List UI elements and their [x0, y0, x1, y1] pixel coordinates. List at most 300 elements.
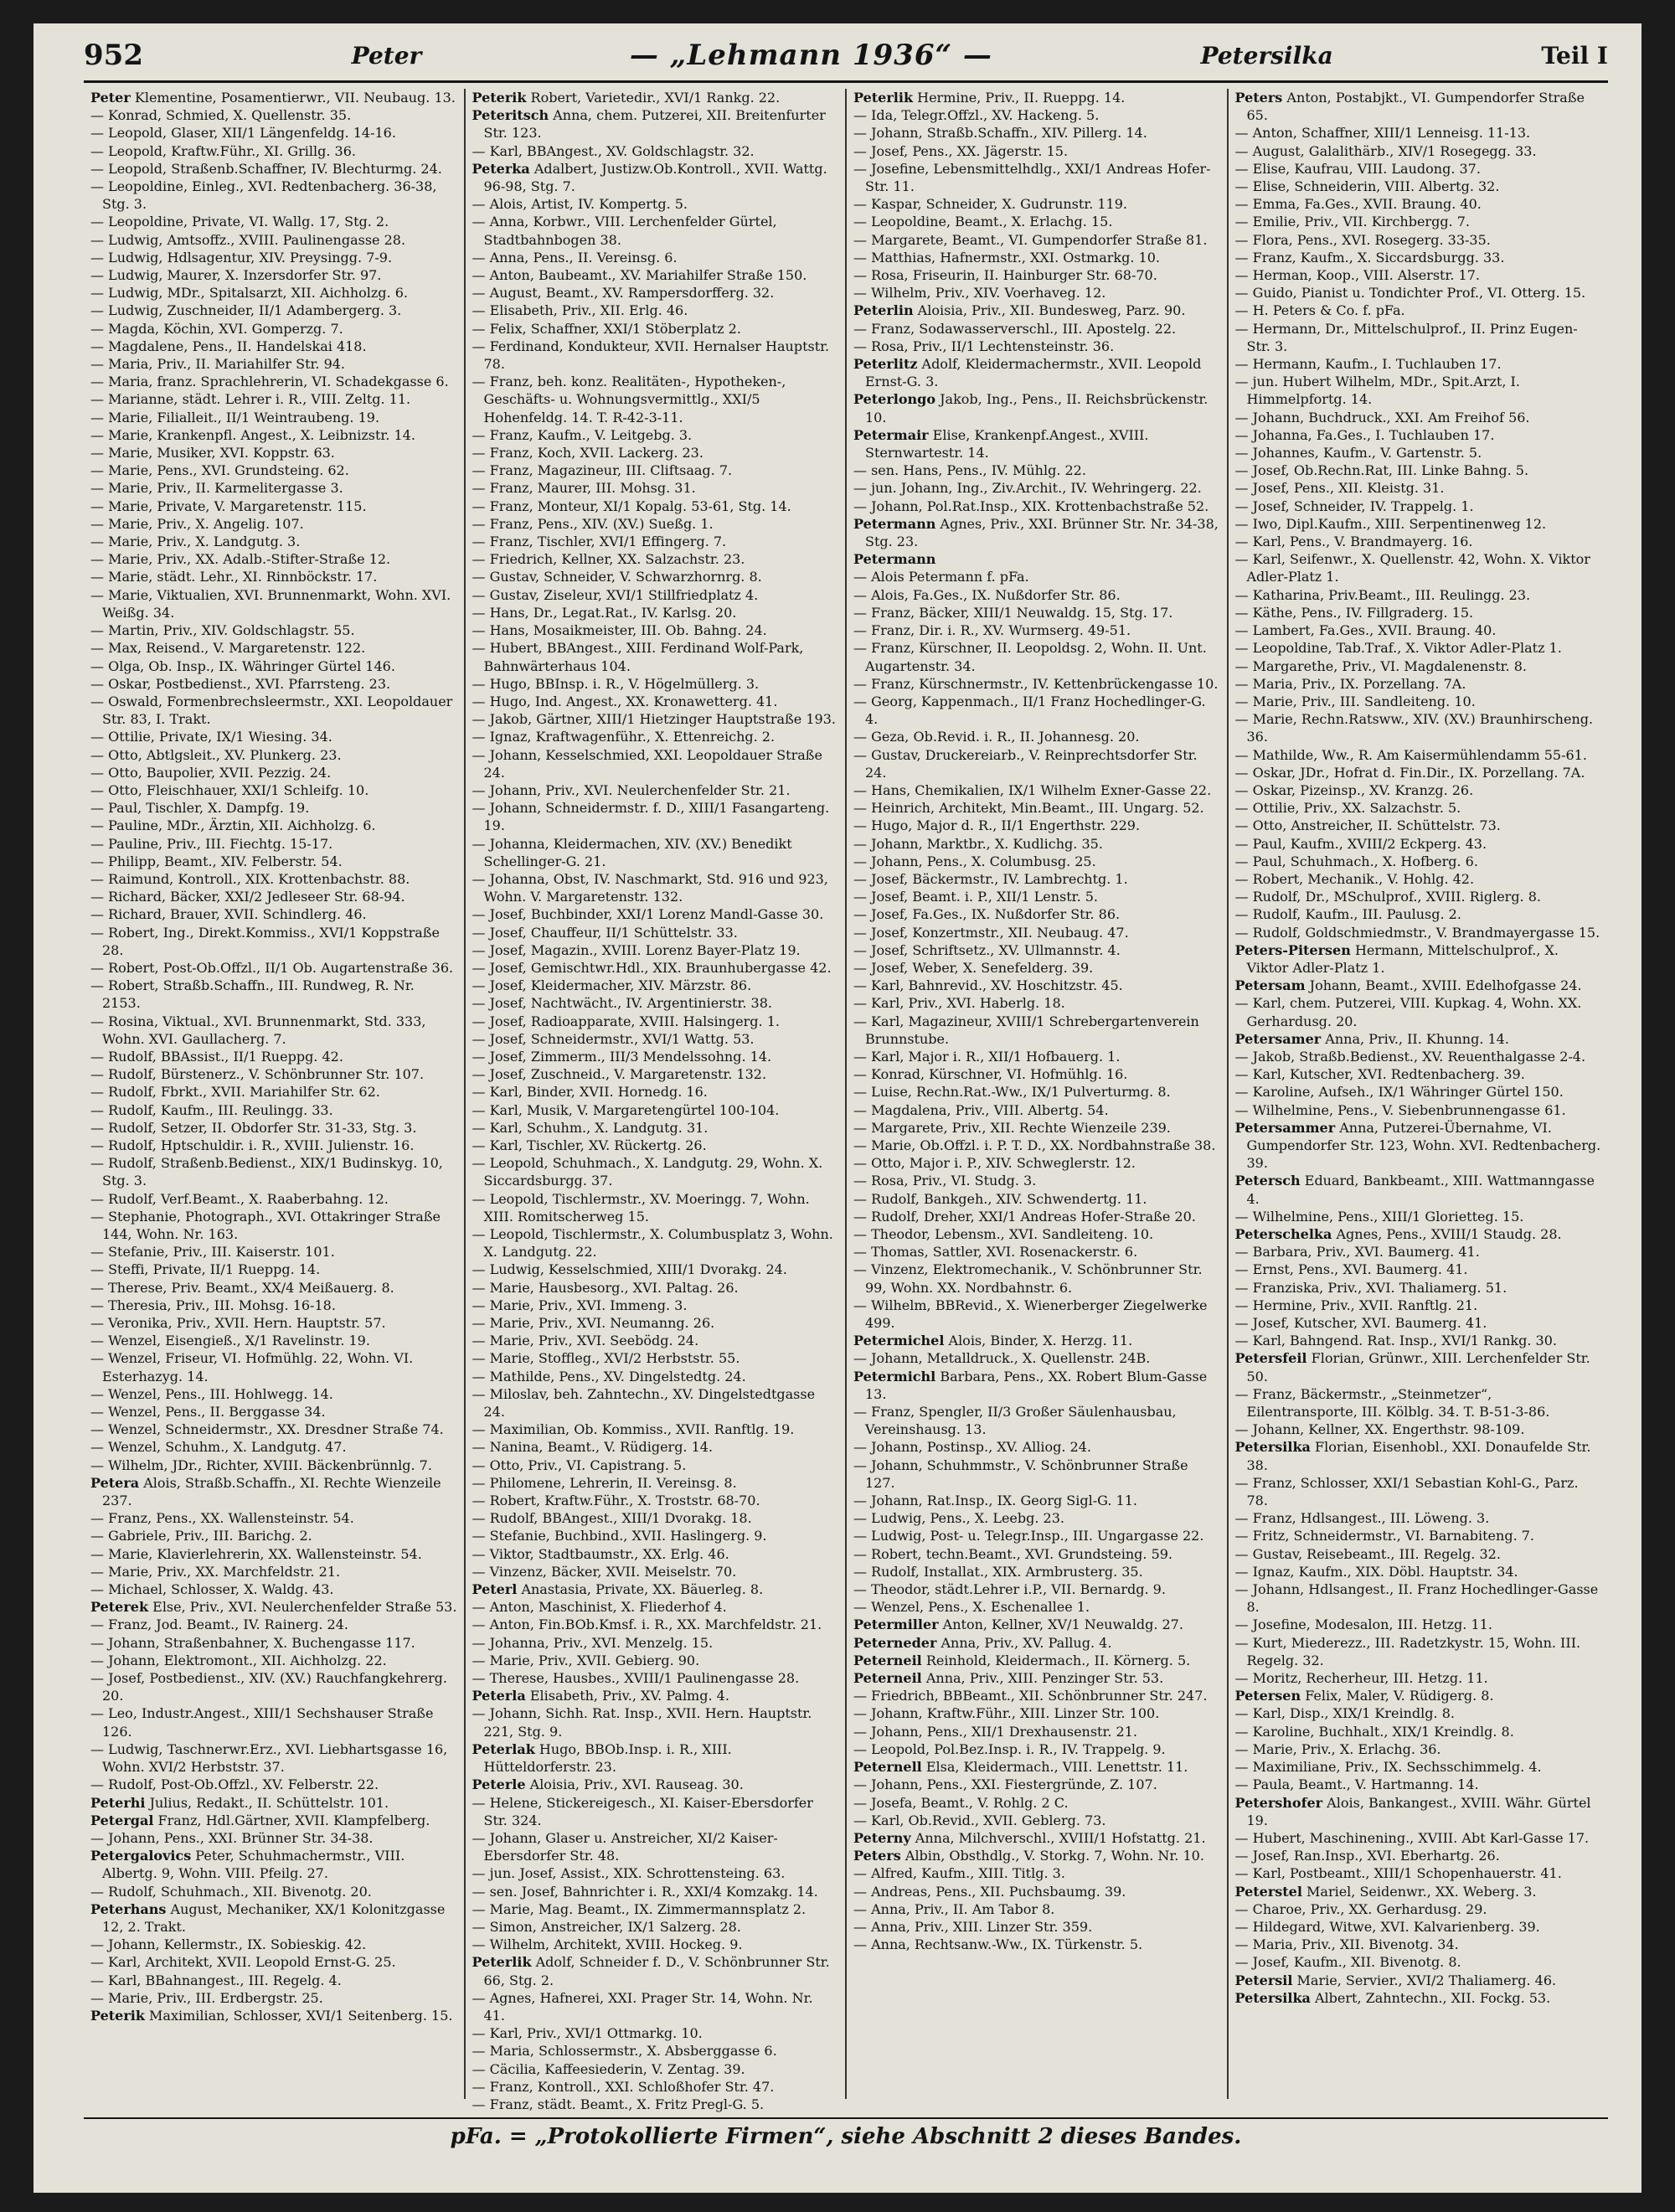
directory-entry: — Franz, Schlosser, XXI/1 Sebastian Kohl-G., Parz. 78. [1234, 1474, 1579, 1509]
directory-entry: — Josef, Postbedienst., XIV. (XV.) Rauchfangkehrerg. 20. [90, 1670, 448, 1704]
publication-title: — „Lehmann 1936“ — [629, 39, 992, 72]
directory-entry: — Fritz, Schneidermstr., VI. Barnabiteng. 7. [1234, 1528, 1534, 1544]
directory-entry: — Franz, Kaufm., X. Siccardsburgg. 33. [1234, 249, 1505, 266]
directory-entry: — Steffi, Private, II/1 Rueppg. 14. [90, 1261, 321, 1278]
directory-entry: Peterlin Aloisia, Priv., XII. Bundesweg, Parz. 90. [853, 302, 1186, 319]
directory-entry: — Wenzel, Eisengieß., X/1 Ravelinstr. 19. [90, 1333, 370, 1349]
directory-entry: Peterla Elisabeth, Priv., XV. Palmg. 4. [472, 1688, 729, 1704]
directory-entry: — Theresia, Priv., III. Mohsg. 16-18. [90, 1297, 336, 1313]
directory-entry: — Otto, Abtlgsleit., XV. Plunkerg. 23. [90, 746, 342, 763]
directory-entry: Peterlik Adolf, Schneider f. D., V. Schönbrunner Str. 66, Stg. 2. [472, 1954, 830, 1988]
directory-entry: — Veronika, Priv., XVII. Hern. Hauptstr. 57. [90, 1315, 386, 1332]
directory-entry: — Josefine, Modesalon, III. Hetzg. 11. [1234, 1616, 1492, 1633]
directory-entry: — Rudolf, Installat., XIX. Armbrusterg. 35. [853, 1563, 1143, 1580]
directory-entry: Petermann Agnes, Priv., XXI. Brünner Str. Nr. 34-38, Stg. 23. [853, 515, 1219, 550]
directory-entry: — Hermann, Kaufm., I. Tuchlauben 17. [1234, 356, 1502, 373]
directory-entry: — Flora, Pens., XVI. Rosegerg. 33-35. [1234, 231, 1491, 248]
directory-entry: — Barbara, Priv., XVI. Baumerg. 41. [1234, 1244, 1480, 1261]
directory-entry: — Robert, Post-Ob.Offzl., II/1 Ob. Augartenstraße 36. [90, 959, 454, 976]
directory-entry: — Franz, Kaufm., V. Leitgebg. 3. [472, 426, 693, 443]
header-rule [84, 80, 1608, 83]
directory-entry: — Josef, Schneidermstr., XVI/1 Wattg. 53. [472, 1030, 755, 1047]
directory-entry: — Robert, techn.Beamt., XVI. Grundsteing. 59. [853, 1545, 1173, 1562]
directory-entry: — Nanina, Beamt., V. Rüdigerg. 14. [472, 1439, 714, 1456]
directory-entry: — Marie, Priv., X. Erlachg. 36. [1234, 1740, 1441, 1757]
directory-entry: Petermiller Anton, Kellner, XV/1 Neuwaldg. 27. [853, 1616, 1183, 1633]
directory-entry: — Karl, Priv., XVI/1 Ottmarkg. 10. [472, 2025, 703, 2042]
directory-entry: — Marie, Priv., II. Karmelitergasse 3. [90, 480, 343, 497]
directory-entry: — Leopold, Straßenb.Schaffner, IV. Blechturmg. 24. [90, 160, 442, 177]
directory-entry: — Anton, Maschinist, X. Fliederhof 4. [472, 1599, 727, 1616]
directory-entry: Peterlak Hugo, BBOb.Insp. i. R., XIII. Hütteldorferstr. 23. [472, 1740, 732, 1776]
directory-entry: — Vinzenz, Bäcker, XVII. Meiselstr. 70. [472, 1563, 737, 1580]
directory-entry: — Franz, Monteur, XI/1 Kopalg. 53-61, Stg. 14. [472, 498, 791, 514]
directory-entry: — Maximiliane, Priv., IX. Sechsschimmelg. 4. [1234, 1759, 1542, 1776]
directory-entry: — Charoe, Priv., XX. Gerhardusg. 29. [1234, 1900, 1487, 1917]
directory-entry: — Johanna, Fa.Ges., I. Tuchlauben 17. [1234, 426, 1495, 443]
directory-entry: — Marie, Priv., III. Sandleiteng. 10. [1234, 693, 1476, 709]
directory-entry: — sen. Hans, Pens., IV. Mühlg. 22. [853, 462, 1086, 479]
directory-entry: — Ludwig, Hdlsagentur, XIV. Preysingg. 7-9. [90, 249, 393, 266]
directory-entry: — Magda, Köchin, XVI. Gomperzg. 7. [90, 320, 343, 337]
directory-entry: Peters Anton, Postabjkt., VI. Gumpendorfer Straße 65. [1234, 90, 1585, 124]
directory-entry: — Franz, Bäcker, XIII/1 Neuwaldg. 15, Stg. 17. [853, 604, 1173, 621]
directory-entry: — Marie, Priv., X. Angelig. 107. [90, 515, 304, 532]
directory-entry: Peterneil Reinhold, Kleidermach., II. Körnerg. 5. [853, 1652, 1191, 1668]
directory-entry: — August, Beamt., XV. Rampersdorfferg. 32. [472, 285, 775, 302]
directory-entry: — Rosa, Priv., II/1 Lechtensteinstr. 36. [853, 338, 1115, 354]
directory-entry: — Josef, Pens., XX. Jägerstr. 15. [853, 142, 1069, 159]
directory-entry: Peterik Robert, Varietedir., XVI/1 Rankg. 22. [472, 90, 781, 106]
directory-entry: — Leopoldine, Beamt., X. Erlachg. 15. [853, 214, 1113, 230]
directory-entry: — Rudolf, Dr., MSchulprof., XVIII. Riglerg. 8. [1234, 889, 1541, 905]
directory-entry: — Robert, Ing., Direkt.Kommiss., XVI/1 Koppstraße 28. [90, 924, 440, 958]
directory-entry: — Marie, Musiker, XVI. Koppstr. 63. [90, 445, 335, 461]
directory-entry: — Marie, Pens., XVI. Grundsteing. 62. [90, 462, 349, 479]
directory-entry: — Michael, Schlosser, X. Waldg. 43. [90, 1581, 334, 1598]
directory-entry: Peternell Elsa, Kleidermach., VIII. Lenettstr. 11. [853, 1759, 1188, 1776]
directory-entry: — Josef, Chauffeur, II/1 Schüttelstr. 33. [472, 924, 738, 941]
directory-entry: — Rudolf, Bankgeh., XIV. Schwendertg. 11. [853, 1190, 1147, 1207]
directory-entry: — Rudolf, Goldschmiedmstr., V. Brandmayergasse 15. [1234, 924, 1600, 941]
directory-entry: — Anton, Schaffner, XIII/1 Lenneisg. 11-13. [1234, 125, 1531, 142]
directory-entry: — Max, Reisend., V. Margaretenstr. 122. [90, 640, 366, 657]
directory-entry: — Martin, Priv., XIV. Goldschlagstr. 55. [90, 622, 355, 639]
directory-entry: — Marie, Priv., XVI. Immeng. 3. [472, 1297, 688, 1313]
directory-entry: — Moritz, Recherheur, III. Hetzg. 11. [1234, 1670, 1488, 1687]
directory-entry: — Alois, Fa.Ges., IX. Nußdorfer Str. 86. [853, 586, 1121, 603]
directory-entry: — Robert, Straßb.Schaffn., III. Rundweg, R. Nr. 2153. [90, 977, 415, 1012]
directory-entry: — Käthe, Pens., IV. Fillgraderg. 15. [1234, 604, 1474, 621]
directory-entry: Petershofer Alois, Bankangest., XVIII. Währ. Gürtel 19. [1234, 1794, 1591, 1828]
directory-entry: — Oskar, Postbedienst., XVI. Pfarrsteng. 23. [90, 675, 391, 692]
directory-entry: Petermair Elise, Krankenpf.Angest., XVIII. Sternwartestr. 14. [853, 426, 1149, 461]
directory-entry: — Johann, Straßenbahner, X. Buchengasse 117. [90, 1634, 415, 1651]
directory-entry: — Alfred, Kaufm., XIII. Titlg. 3. [853, 1865, 1065, 1882]
directory-entry: — Johann, Pol.Rat.Insp., XIX. Krottenbachstraße 52. [853, 498, 1209, 514]
directory-entry: — Viktor, Stadtbaumstr., XX. Erlg. 46. [472, 1545, 729, 1562]
directory-entry: — Franz, beh. konz. Realitäten-, Hypotheken-, Geschäfts- u. Wohnungsvermittlg., XXI/5 Hohenfeldg. 14. T. R-42-3-11. [472, 374, 786, 425]
directory-entry: — Marie, Priv., X. Landgutg. 3. [90, 534, 301, 550]
directory-entry: Petersamer Anna, Priv., II. Khunng. 14. [1234, 1030, 1509, 1047]
directory-entry: — Franz, Bäckermstr., „Steinmetzer“, Eilentransporte, III. Kölblg. 34. T. B-51-3-86. [1234, 1385, 1550, 1421]
directory-entry: — Marie, Private, V. Margaretenstr. 115. [90, 498, 367, 514]
directory-entry: — Josef, Nachtwächt., IV. Argentinierstr. 38. [472, 995, 772, 1012]
directory-entry: Peterik Maximilian, Schlosser, XVI/1 Seitenberg. 15. [90, 2007, 453, 2024]
directory-entry: Petersammer Anna, Putzerei-Übernahme, VI. Gumpendorfer Str. 123, Wohn. XVI. Redtenbacherg. 39. [1234, 1119, 1601, 1172]
directory-entry: — Josef, Konzertmstr., XII. Neubaug. 47. [853, 924, 1129, 941]
directory-entry: — Marie, Klavierlehrerin, XX. Wallensteinstr. 54. [90, 1545, 422, 1562]
directory-entry: — Therese, Priv. Beamt., XX/4 Meißauerg. 8. [90, 1279, 394, 1296]
directory-entry: — Maria, franz. Sprachlehrerin, VI. Schadekgasse 6. [90, 374, 449, 390]
directory-entry: — Leopold, Glaser, XII/1 Längenfeldg. 14-16. [90, 125, 396, 142]
directory-entry: — Magdalene, Pens., II. Handelskai 418. [90, 338, 367, 354]
directory-entry: — Cäcilia, Kaffeesiederin, V. Zentag. 39. [472, 2060, 745, 2077]
directory-entry: — Johann, Sichh. Rat. Insp., XVII. Hern. Hauptstr. 221, Stg. 9. [472, 1705, 812, 1740]
directory-entry: Peterle Aloisia, Priv., XVI. Rauseag. 30. [472, 1776, 744, 1793]
directory-entry: Peterlitz Adolf, Kleidermachermstr., XVII. Leopold Ernst-G. 3. [853, 356, 1202, 390]
directory-entry: — Pauline, MDr., Ärztin, XII. Aichholzg. 6. [90, 817, 376, 834]
footer-note: pFa. = „Protokollierte Firmen“, siehe Abschnitt 2 dieses Bandes. [84, 2117, 1608, 2158]
directory-entry: — Johann, Pens., X. Columbusg. 25. [853, 853, 1096, 869]
directory-entry: — Rudolf, Hptschuldir. i. R., XVIII. Julienstr. 16. [90, 1137, 415, 1153]
directory-entry: — Josef, Fa.Ges., IX. Nußdorfer Str. 86. [853, 906, 1121, 923]
directory-entry: — Franz, Kürschnermstr., IV. Kettenbrückengasse 10. [853, 675, 1219, 692]
directory-entry: — Simon, Anstreicher, IX/1 Salzerg. 28. [472, 1918, 741, 1935]
directory-entry: — Franz, städt. Beamt., X. Fritz Pregl-G. 5. [472, 2096, 765, 2112]
directory-entry: — Marie, Priv., XVI. Neumanng. 26. [472, 1315, 715, 1332]
directory-entry: — Hermine, Priv., XVII. Ranftlg. 21. [1234, 1297, 1478, 1313]
directory-entry: — Josef, Magazin., XVIII. Lorenz Bayer-Platz 19. [472, 941, 801, 958]
directory-entry: — Gustav, Reisebeamt., III. Regelg. 32. [1234, 1545, 1501, 1562]
directory-entry: Peterstel Mariel, Seidenwr., XX. Weberg. 3. [1234, 1883, 1537, 1900]
directory-entry: — Elisabeth, Priv., XII. Erlg. 46. [472, 302, 688, 319]
directory-entry: — Leopoldine, Private, VI. Wallg. 17, Stg. 2. [90, 214, 389, 230]
directory-entry: Peters Albin, Obsthdlg., V. Storkg. 7, Wohn. Nr. 10. [853, 1848, 1204, 1864]
directory-entry: — Felix, Schaffner, XXI/1 Stöberplatz 2. [472, 320, 741, 337]
directory-entry: — Gustav, Ziseleur, XVI/1 Stillfriedplatz 4. [472, 586, 759, 603]
directory-entry: — Wilhelm, BBRevid., X. Wienerberger Ziegelwerke 499. [853, 1297, 1208, 1332]
directory-entry: — Leo, Industr.Angest., XIII/1 Sechshauser Straße 126. [90, 1705, 434, 1740]
directory-entry: Petersch Eduard, Bankbeamt., XIII. Wattmanngasse 4. [1234, 1173, 1595, 1207]
directory-entry: — Johann, Metalldruck., X. Quellenstr. 24B. [853, 1350, 1151, 1367]
directory-entry: — Philomene, Lehrerin, II. Vereinsg. 8. [472, 1474, 737, 1491]
directory-entry: — Josef, Schriftsetz., XV. Ullmannstr. 4. [853, 941, 1121, 958]
directory-entry: — Hans, Mosaikmeister, III. Ob. Bahng. 24. [472, 622, 767, 639]
directory-entry: — Marianne, städt. Lehrer i. R., VIII. Zeltg. 11. [90, 391, 411, 408]
directory-entry: — Rosina, Viktual., XVI. Brunnenmarkt, Std. 333, Wohn. XVI. Gaullacherg. 7. [90, 1013, 426, 1047]
directory-entry: Peterny Anna, Milchverschl., XVIII/1 Hofstattg. 21. [853, 1829, 1206, 1846]
directory-entry: — Paul, Schuhmach., X. Hofberg. 6. [1234, 853, 1478, 869]
directory-entry: — Rudolf, Setzer, II. Obdorfer Str. 31-33, Stg. 3. [90, 1119, 417, 1136]
directory-entry: — Oskar, Pizeinsp., XV. Kranzg. 26. [1234, 781, 1474, 798]
directory-entry: — August, Galalithärb., XIV/1 Rosegegg. 33. [1234, 142, 1537, 159]
directory-entry: — jun. Hubert Wilhelm, MDr., Spit.Arzt, I. Himmelpfortg. 14. [1234, 374, 1520, 408]
directory-entry: — Franz, Tischler, XVI/1 Effingerg. 7. [472, 534, 727, 550]
directory-entry: — Karl, BBAngest., XV. Goldschlagstr. 32. [472, 142, 755, 159]
directory-entry: Petersil Marie, Servier., XVI/2 Thaliamerg. 46. [1234, 1972, 1557, 1988]
directory-entry: — Karl, BBahnangest., III. Regelg. 4. [90, 1972, 342, 1988]
directory-entry: — Iwo, Dipl.Kaufm., XIII. Serpentinenweg 12. [1234, 515, 1547, 532]
directory-entry: — Ludwig, Kesselschmied, XIII/1 Dvorakg. 24. [472, 1261, 787, 1278]
directory-entry: Petersfeil Florian, Grünwr., XIII. Lerchenfelder Str. 50. [1234, 1350, 1590, 1384]
directory-entry: — Josef, Kleidermacher, XIV. Märzstr. 86. [472, 977, 752, 994]
directory-entry: — Hermann, Dr., Mittelschulprof., II. Prinz Eugen-Str. 3. [1234, 320, 1578, 354]
directory-entry: — Emilie, Priv., VII. Kirchbergg. 7. [1234, 214, 1470, 230]
directory-entry: — Josef, Buchbinder, XXI/1 Lorenz Mandl-Gasse 30. [472, 906, 824, 923]
directory-entry: Peterek Else, Priv., XVI. Neulerchenfelder Straße 53. [90, 1599, 457, 1616]
directory-entry: — Franz, Sodawasserverschl., III. Apostelg. 22. [853, 320, 1177, 337]
directory-entry: — Paula, Beamt., V. Hartmanng. 14. [1234, 1776, 1479, 1793]
directory-entry: — Philipp, Beamt., XIV. Felberstr. 54. [90, 853, 343, 869]
directory-entry: — Rudolf, Kaufm., III. Reulingg. 33. [90, 1101, 333, 1118]
directory-entry: — Jakob, Straßb.Bedienst., XV. Reuenthalgasse 2-4. [1234, 1048, 1586, 1065]
directory-entry: Peterlongo Jakob, Ing., Pens., II. Reichsbrückenstr. 10. [853, 391, 1209, 425]
directory-entry: — Margarete, Beamt., VI. Gumpendorfer Straße 81. [853, 231, 1208, 248]
directory-entry: Peterka Adalbert, Justizw.Ob.Kontroll., XVII. Wattg. 96-98, Stg. 7. [472, 160, 827, 195]
directory-entry: Peterl Anastasia, Private, XX. Bäuerleg. 8. [472, 1581, 764, 1598]
directory-entry: — Marie, Mag. Beamt., IX. Zimmermannsplatz 2. [472, 1900, 807, 1917]
directory-entry: — Wenzel, Pens., III. Hohlwegg. 14. [90, 1385, 333, 1402]
directory-entry: — Gustav, Druckereiarb., V. Reinprechtsdorfer Str. 24. [853, 746, 1198, 781]
directory-entry: — Wilhelmine, Pens., V. Siebenbrunnengasse 61. [1234, 1101, 1566, 1118]
directory-entry: — Wenzel, Schuhm., X. Landgutg. 47. [90, 1439, 347, 1456]
directory-entry: — Vinzenz, Elektromechanik., V. Schönbrunner Str. 99, Wohn. XX. Nordbahnstr. 6. [853, 1261, 1203, 1296]
directory-entry: — Franz, Pens., XX. Wallensteinstr. 54. [90, 1510, 354, 1527]
directory-entry: — Raimund, Kontroll., XIX. Krottenbachstr. 88. [90, 870, 410, 887]
directory-entry: — Emma, Fa.Ges., XVII. Braung. 40. [1234, 196, 1482, 213]
directory-entry: — Theodor, städt.Lehrer i.P., VII. Bernardg. 9. [853, 1581, 1166, 1598]
directory-entry: — Leopoldine, Einleg., XVI. Redtenbacherg. 36-38, Stg. 3. [90, 178, 437, 213]
directory-entry: — Leopold, Tischlermstr., X. Columbusplatz 3, Wohn. X. Landgutg. 22. [472, 1226, 833, 1261]
directory-entry: — Kurt, Miederezz., III. Radetzkystr. 15, Wohn. III. Regelg. 32. [1234, 1634, 1581, 1668]
directory-entry: — Rudolf, Straßenb.Bedienst., XIX/1 Budinskyg. 10, Stg. 3. [90, 1155, 443, 1189]
directory-entry: Petersen Felix, Maler, V. Rüdigerg. 8. [1234, 1688, 1494, 1704]
directory-entry: — Hugo, Major d. R., II/1 Engerthstr. 229. [853, 817, 1141, 834]
directory-entry: — Margarethe, Priv., VI. Magdalenenstr. 8. [1234, 657, 1527, 674]
directory-entry: — Johann, Kellermstr., IX. Sobieskig. 42. [90, 1936, 367, 1953]
directory-entry: — Franz, Jod. Beamt., IV. Rainerg. 24. [90, 1616, 348, 1633]
directory-entry: — Alois Petermann f. pFa. [853, 569, 1029, 585]
directory-entry: Peters-Pitersen Hermann, Mittelschulprof., X. Viktor Adler-Platz 1. [1234, 941, 1559, 976]
directory-entry: — Johann, Hdlsangest., II. Franz Hochedlinger-Gasse 8. [1234, 1581, 1599, 1616]
directory-entry: — Konrad, Schmied, X. Quellenstr. 35. [90, 107, 352, 124]
directory-entry: Petera Alois, Straßb.Schaffn., XI. Rechte Wienzeile 237. [90, 1474, 441, 1509]
directory-entry: — Wilhelm, Architekt, XVIII. Hockeg. 9. [472, 1936, 743, 1953]
directory-entry: — Johannes, Kaufm., V. Gartenstr. 5. [1234, 445, 1482, 461]
directory-entry: — Heinrich, Architekt, Min.Beamt., III. Ungarg. 52. [853, 800, 1204, 817]
directory-entry: — Franz, Dir. i. R., XV. Wurmserg. 49-51. [853, 622, 1131, 639]
directory-entry: — Andreas, Pens., XII. Puchsbaumg. 39. [853, 1883, 1126, 1900]
directory-entry: — Oswald, Formenbrechsleermstr., XXI. Leopoldauer Str. 83, I. Trakt. [90, 693, 453, 728]
directory-entry: Peteritsch Anna, chem. Putzerei, XII. Breitenfurter Str. 123. [472, 107, 826, 142]
directory-entry: — Johann, Buchdruck., XXI. Am Freihof 56. [1234, 409, 1530, 425]
directory-entry: — Hugo, Ind. Angest., XX. Kronawetterg. 41. [472, 693, 778, 709]
directory-entry: — Franz, Magazineur, III. Cliftsaag. 7. [472, 462, 733, 479]
directory-entry: — Ignaz, Kaufm., XIX. Döbl. Hauptstr. 34. [1234, 1563, 1518, 1580]
directory-entry: — Rosa, Priv., VI. Studg. 3. [853, 1173, 1037, 1189]
directory-entry: — Hubert, BBAngest., XIII. Ferdinand Wolf-Park, Bahnwärterhaus 104. [472, 640, 804, 674]
directory-entry: — Ferdinand, Kondukteur, XVII. Hernalser Hauptstr. 78. [472, 338, 830, 373]
directory-entry: — Friedrich, Kellner, XX. Salzachstr. 23. [472, 551, 745, 568]
directory-entry: — Helene, Stickereigesch., XI. Kaiser-Ebersdorfer Str. 324. [472, 1794, 813, 1828]
directory-entry: — Johann, Postinsp., XV. Alliog. 24. [853, 1439, 1091, 1456]
directory-entry: — Marie, Priv., XX. Marchfeldstr. 21. [90, 1563, 341, 1580]
directory-entry: — Anna, Priv., XIII. Linzer Str. 359. [853, 1918, 1093, 1935]
directory-entry: — Ottilie, Private, IX/1 Wiesing. 34. [90, 729, 332, 745]
directory-entry: — Karl, Seifenwr., X. Quellenstr. 42, Wohn. X. Viktor Adler-Platz 1. [1234, 551, 1590, 585]
directory-entry: — Marie, Viktualien, XVI. Brunnenmarkt, Wohn. XVI. Weißg. 34. [90, 586, 451, 621]
directory-entry: — Marie, Filialleit., II/1 Weintraubeng. 19. [90, 409, 380, 425]
directory-columns [84, 89, 1608, 2112]
directory-entry: — Maria, Priv., XII. Bivenotg. 34. [1234, 1936, 1459, 1953]
directory-entry: — Rudolf, Post-Ob.Offzl., XV. Felberstr. 22. [90, 1776, 379, 1793]
directory-entry: — Geza, Ob.Revid. i. R., II. Johannesg. 20. [853, 729, 1140, 745]
directory-entry: Petergalovics Peter, Schuhmachermstr., VIII. Albertg. 9, Wohn. VIII. Pfeilg. 27. [90, 1848, 405, 1882]
directory-entry: Peterhans August, Mechaniker, XX/1 Kolonitzgasse 12, 2. Trakt. [90, 1900, 446, 1935]
directory-entry: — Leopoldine, Tab.Traf., X. Viktor Adler-Platz 1. [1234, 640, 1562, 657]
directory-entry: — jun. Josef, Assist., XIX. Schrottensteing. 63. [472, 1865, 786, 1882]
directory-entry: — Elise, Kaufrau, VIII. Laudong. 37. [1234, 160, 1481, 177]
directory-entry: — Johann, Marktbr., X. Kudlichg. 35. [853, 835, 1103, 852]
directory-entry: — Magdalena, Priv., VIII. Albertg. 54. [853, 1101, 1109, 1118]
directory-entry: — Anna, Rechtsanw.-Ww., IX. Türkenstr. 5. [853, 1936, 1143, 1953]
directory-entry: — Franz, Spengler, II/3 Großer Säulenhausbau, Vereinshausg. 13. [853, 1404, 1177, 1438]
directory-entry: — Matthias, Hafnermstr., XXI. Ostmarkg. 10. [853, 249, 1160, 266]
directory-entry: — Karl, Magazineur, XVIII/1 Schrebergartenverein Brunnstube. [853, 1013, 1199, 1047]
directory-entry: — Rudolf, Schuhmach., XII. Bivenotg. 20. [90, 1883, 372, 1900]
directory-entry: — Paul, Kaufm., XVIII/2 Eckperg. 43. [1234, 835, 1487, 852]
directory-entry: — Otto, Baupolier, XVII. Pezzig. 24. [90, 764, 332, 781]
directory-entry: — Johann, Pens., XXI. Fiestergründe, Z. 107. [853, 1776, 1157, 1793]
directory-entry: — Pauline, Priv., III. Fiechtg. 15-17. [90, 835, 333, 852]
directory-entry: — Josef, Gemischtwr.Hdl., XIX. Braunhubergasse 42. [472, 959, 832, 976]
directory-entry: — Hans, Dr., Legat.Rat., IV. Karlsg. 20. [472, 604, 737, 621]
directory-entry: — Karoline, Buchhalt., XIX/1 Kreindlg. 8. [1234, 1723, 1514, 1740]
directory-entry: — Karl, Disp., XIX/1 Kreindlg. 8. [1234, 1705, 1455, 1722]
directory-entry: Peterschelka Agnes, Pens., XVIII/1 Staudg. 28. [1234, 1226, 1562, 1242]
directory-entry: — Wilhelm, JDr., Richter, XVIII. Bäckenbrünnlg. 7. [90, 1457, 432, 1473]
directory-entry: — Rudolf, Fbrkt., XVII. Mariahilfer Str. 62. [90, 1084, 380, 1101]
directory-entry: — Georg, Kappenmach., II/1 Franz Hochedlinger-G. 4. [853, 693, 1206, 728]
directory-entry: — Johann, Elektromont., XII. Aichholzg. 22. [90, 1652, 387, 1668]
directory-entry: — Rudolf, Dreher, XXI/1 Andreas Hofer-Straße 20. [853, 1208, 1196, 1225]
directory-entry: — Johanna, Obst, IV. Naschmarkt, Std. 916 und 923, Wohn. V. Margaretenstr. 132. [472, 870, 828, 905]
directory-entry: — Karl, Pens., V. Brandmayerg. 16. [1234, 534, 1473, 550]
directory-entry: — Ludwig, Zuschneider, II/1 Adambergerg. 3. [90, 302, 402, 319]
directory-entry: — Ignaz, Kraftwagenführ., X. Ettenreichg. 2. [472, 729, 776, 745]
directory-entry: — Johanna, Kleidermachen, XIV. (XV.) Benedikt Schellinger-G. 21. [472, 835, 792, 869]
directory-entry: — Karl, Bahnrevid., XV. Hoschitzstr. 45. [853, 977, 1123, 994]
directory-entry: — Marie, Priv., XX. Adalb.-Stifter-Straße 12. [90, 551, 391, 568]
directory-entry: — Wenzel, Schneidermstr., XX. Dresdner Straße 74. [90, 1421, 444, 1438]
directory-entry: — Theodor, Lebensm., XVI. Sandleiteng. 10. [853, 1226, 1154, 1242]
directory-entry: — Leopold, Tischlermstr., XV. Moeringg. 7, Wohn. XIII. Romitscherweg 15. [472, 1190, 810, 1225]
directory-entry: — Gustav, Schneider, V. Schwarzhornrg. 8. [472, 569, 762, 585]
directory-entry: — Ida, Telegr.Offzl., XV. Hackeng. 5. [853, 107, 1100, 124]
directory-entry: — Johann, Kesselschmied, XXI. Leopoldauer Straße 24. [472, 746, 822, 781]
directory-entry: — Franz, Maurer, III. Mohsg. 31. [472, 480, 696, 497]
directory-entry: — Wenzel, Pens., X. Eschenallee 1. [853, 1599, 1090, 1616]
directory-entry: — Hubert, Maschinening., XVIII. Abt Karl-Gasse 17. [1234, 1829, 1590, 1846]
directory-entry: — Guido, Pianist u. Tondichter Prof., VI. Otterg. 15. [1234, 285, 1586, 302]
directory-entry: — Ludwig, Maurer, X. Inzersdorfer Str. 97. [90, 267, 382, 284]
directory-entry: — Josef, Schneider, IV. Trappelg. 1. [1234, 498, 1474, 514]
directory-entry: — Miloslav, beh. Zahntechn., XV. Dingelstedtgasse 24. [472, 1385, 816, 1421]
directory-entry: — Jakob, Gärtner, XIII/1 Hietzinger Hauptstraße 193. [472, 711, 836, 728]
directory-entry: — Stephanie, Photograph., XVI. Ottakringer Straße 144, Wohn. Nr. 163. [90, 1208, 441, 1242]
directory-entry: — Johanna, Priv., XVI. Menzelg. 15. [472, 1634, 714, 1651]
directory-entry: Petermichl Barbara, Pens., XX. Robert Blum-Gasse 13. [853, 1368, 1208, 1402]
directory-entry: — Johann, Schneidermstr. f. D., XIII/1 Fasangarteng. 19. [472, 800, 830, 834]
directory-entry: — Josef, Pens., XII. Kleistg. 31. [1234, 480, 1445, 497]
directory-entry: — Robert, Kraftw.Führ., X. Troststr. 68-70. [472, 1493, 760, 1509]
directory-entry: — Rudolf, Bürstenerz., V. Schönbrunner Str. 107. [90, 1066, 425, 1083]
directory-entry: — Karl, Major i. R., XII/1 Hofbauerg. 1. [853, 1048, 1121, 1065]
directory-entry: — Herman, Koop., VIII. Alserstr. 17. [1234, 267, 1480, 284]
directory-entry: Peter Klementine, Posamentierwr., VII. Neubaug. 13. [90, 90, 456, 106]
directory-entry: — Johann, Priv., XVI. Neulerchenfelder Str. 21. [472, 781, 791, 798]
directory-entry: — Anna, Korbwr., VIII. Lerchenfelder Gürtel, Stadtbahnbogen 38. [472, 214, 777, 248]
directory-entry: — Karl, Architekt, XVII. Leopold Ernst-G. 25. [90, 1954, 396, 1971]
directory-entry: — Karl, Schuhm., X. Landgutg. 31. [472, 1119, 709, 1136]
directory-entry: — Josef, Kaufm., XII. Bivenotg. 8. [1234, 1954, 1461, 1971]
directory-entry: — Karl, Musik, V. Margaretengürtel 100-104. [472, 1101, 780, 1118]
directory-entry: — Otto, Major i. P., XIV. Schweglerstr. 12. [853, 1155, 1136, 1172]
directory-entry: — Wilhelm, Priv., XIV. Voerhaveg. 12. [853, 285, 1106, 302]
directory-entry: — Anna, Pens., II. Vereinsg. 6. [472, 249, 678, 266]
directory-entry: — Luise, Rechn.Rat.-Ww., IX/1 Pulverturmg. 8. [853, 1084, 1171, 1101]
directory-entry: — Johann, Rat.Insp., IX. Georg Sigl-G. 11. [853, 1493, 1137, 1509]
directory-entry: — Marie, Ob.Offzl. i. P. T. D., XX. Nordbahnstraße 38. [853, 1137, 1216, 1153]
directory-entry: — Wenzel, Friseur, VI. Hofmühlg. 22, Wohn. VI. Esterhazyg. 14. [90, 1350, 414, 1384]
directory-entry: — Konrad, Kürschner, VI. Hofmühlg. 16. [853, 1066, 1128, 1083]
directory-entry: — Richard, Bäcker, XXI/2 Jedleseer Str. 68-94. [90, 889, 405, 905]
directory-entry: — Johann, Schuhmmstr., V. Schönbrunner Straße 127. [853, 1457, 1188, 1491]
directory-entry: — Franziska, Priv., XVI. Thaliamerg. 51. [1234, 1279, 1508, 1296]
directory-entry: — Karl, Kutscher, XVI. Redtenbacherg. 39. [1234, 1066, 1525, 1083]
directory-entry: — Karl, Tischler, XV. Rückertg. 26. [472, 1137, 707, 1153]
directory-entry: — Paul, Tischler, X. Dampfg. 19. [90, 800, 310, 817]
directory-entry: — Kaspar, Schneider, X. Gudrunstr. 119. [853, 196, 1127, 213]
page-number: 952 [84, 39, 143, 72]
directory-entry: — Maria, Priv., II. Mariahilfer Str. 94. [90, 356, 346, 373]
directory-entry: — Wenzel, Pens., II. Berggasse 34. [90, 1404, 326, 1421]
directory-entry: — Josef, Bäckermstr., IV. Lambrechtg. 1. [853, 870, 1128, 887]
directory-entry: — Friedrich, BBBeamt., XII. Schönbrunner Str. 247. [853, 1688, 1208, 1704]
directory-entry: — Maria, Schlossermstr., X. Absberggasse 6. [472, 2043, 777, 2060]
directory-entry: — Marie, Priv., XVI. Seebödg. 24. [472, 1333, 699, 1349]
directory-entry: Petersilka Florian, Eisenhobl., XXI. Donaufelde Str. 38. [1234, 1439, 1591, 1473]
directory-entry: — Mathilde, Ww., R. Am Kaisermühlendamm 55-61. [1234, 746, 1587, 763]
directory-entry: — Rudolf, BBAngest., XIII/1 Dvorakg. 18. [472, 1510, 752, 1527]
directory-entry: — Lambert, Fa.Ges., XVII. Braung. 40. [1234, 622, 1497, 639]
left-running-head: Peter [351, 41, 422, 70]
directory-entry: — Hans, Chemikalien, IX/1 Wilhelm Exner-Gasse 22. [853, 781, 1212, 798]
directory-entry: — Therese, Hausbes., XVIII/1 Paulinengasse 28. [472, 1670, 800, 1687]
directory-entry: — Otto, Anstreicher, II. Schüttelstr. 73. [1234, 817, 1501, 834]
directory-entry: — Josef, Kutscher, XVI. Baumerg. 41. [1234, 1315, 1487, 1332]
directory-entry: — Ernst, Pens., XVI. Baumerg. 41. [1234, 1261, 1468, 1278]
directory-page [34, 23, 1642, 2193]
directory-entry: — Robert, Mechanik., V. Hohlg. 42. [1234, 870, 1475, 887]
directory-entry: — Marie, Priv., III. Erdbergstr. 25. [90, 1989, 323, 2006]
directory-entry: Petergal Franz, Hdl.Gärtner, XVII. Klampfelberg. [90, 1812, 430, 1828]
directory-entry: — Hildegard, Witwe, XVI. Kalvarienberg. 39. [1234, 1918, 1540, 1935]
column-3 [845, 89, 1227, 2099]
directory-entry: — Josef, Ran.Insp., XVI. Eberhartg. 26. [1234, 1848, 1500, 1864]
directory-entry: — Karoline, Aufseh., IX/1 Währinger Gürtel 150. [1234, 1084, 1564, 1101]
